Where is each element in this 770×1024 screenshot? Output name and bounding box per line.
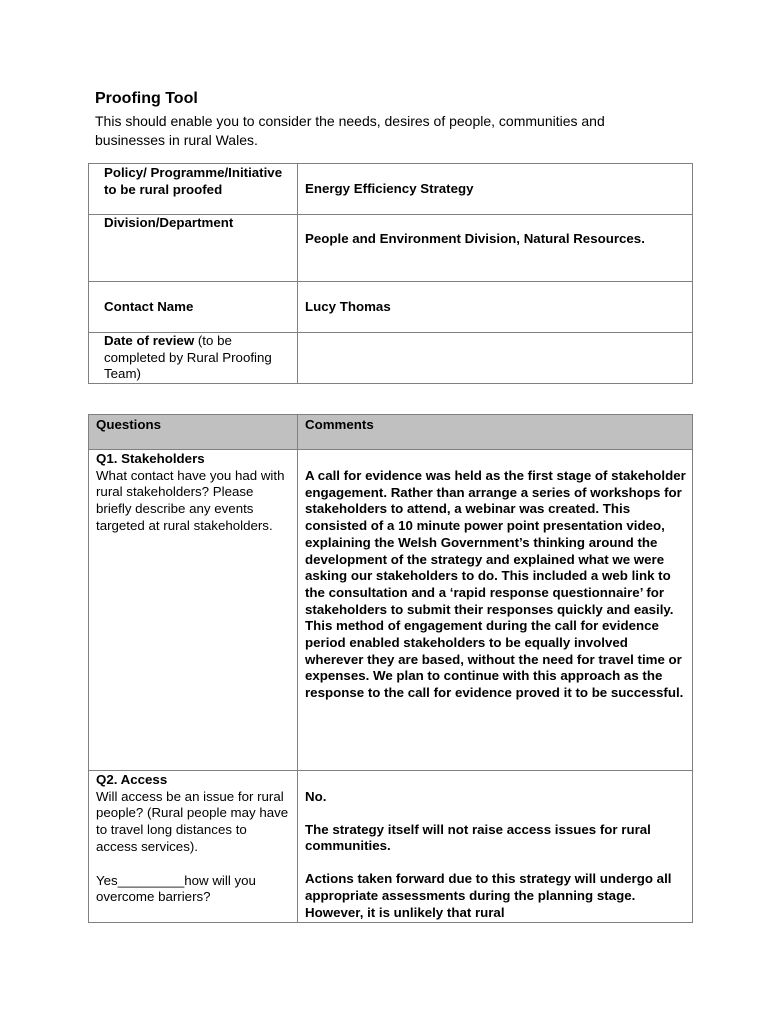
policy-value: Energy Efficiency Strategy: [305, 181, 474, 196]
division-value-cell: [298, 215, 693, 282]
table-row: [89, 164, 693, 215]
date-label-cell: [89, 333, 298, 384]
info-table: [88, 163, 693, 384]
date-label-rest: (to be completed by Rural Proofing Team): [104, 333, 272, 382]
questions-header-label: Questions: [96, 417, 162, 432]
q2-answer-cell: [298, 771, 693, 923]
q1-title: Q1. Stakeholders: [96, 451, 205, 466]
q1-answer-cell: [298, 450, 693, 771]
q2-answer-3: Actions taken forward due to this strategy will undergo all appropriate assessments during the planning stage. However, it is unlikely that rural: [305, 871, 672, 920]
q1-answer: A call for evidence was held as the first stage of stakeholder engagement. Rather than arrange a series of workshops for stakeholders to attend, a webinar was created. This consisted of a 10 minute power point presentation video, explaining the Welsh Government’s thinking around the development of the strategy and explained what we were asking our stakeholders to do. This included a web link to the consultation and a ‘rapid response questionnaire’ for stakeholders to submit their responses quickly and easily. This method of engagement during the call for evidence period enabled stakeholders to be equally involved wherever they are based, without the need for travel time or expenses. We plan to continue with this approach as the response to the call for evidence proved it to be successful.: [305, 468, 686, 701]
q2-answer-1: No.: [305, 789, 327, 804]
q2-answer-2: The strategy itself will not raise access issues for rural communities.: [305, 821, 651, 854]
date-label: [104, 333, 291, 383]
table-row: [89, 333, 693, 384]
policy-value-cell: [298, 164, 693, 215]
intro-text: This should enable you to consider the needs, desires of people, communities and businesses in rural Wales.: [95, 113, 605, 148]
q2-question-yes: Yes_________how will you overcome barriers?: [96, 872, 256, 905]
q1-question: What contact have you had with rural stakeholders? Please briefly describe any events targeted at rural stakeholders.: [96, 467, 285, 533]
q1-question-cell: [89, 450, 298, 771]
contact-label-cell: [89, 282, 298, 333]
date-value-cell: [298, 333, 693, 384]
contact-value-cell: [298, 282, 693, 333]
division-value: People and Environment Division, Natural Resources.: [305, 231, 645, 246]
table-row: [89, 771, 693, 923]
policy-label: Policy/ Programme/Initiative to be rural proofed: [104, 165, 283, 197]
division-label: Division/Department: [104, 215, 234, 230]
table-row: [89, 215, 693, 282]
policy-label-cell: [89, 164, 298, 215]
table-row: [89, 450, 693, 771]
page-title: Proofing Tool: [95, 90, 198, 107]
comments-header-label: Comments: [305, 417, 374, 432]
q2-title: Q2. Access: [96, 772, 168, 787]
table-header-row: [89, 415, 693, 450]
contact-label: Contact Name: [104, 299, 194, 314]
contact-value: Lucy Thomas: [305, 299, 391, 314]
table-row: [89, 282, 693, 333]
q2-question-cell: [89, 771, 298, 923]
comments-header: [298, 415, 693, 450]
division-label-cell: [89, 215, 298, 282]
questions-header: [89, 415, 298, 450]
date-label-bold: Date of review: [104, 333, 195, 348]
questions-table: [88, 414, 693, 923]
q2-question: Will access be an issue for rural people? (Rural people may have to travel long distances to access services).: [96, 788, 289, 854]
